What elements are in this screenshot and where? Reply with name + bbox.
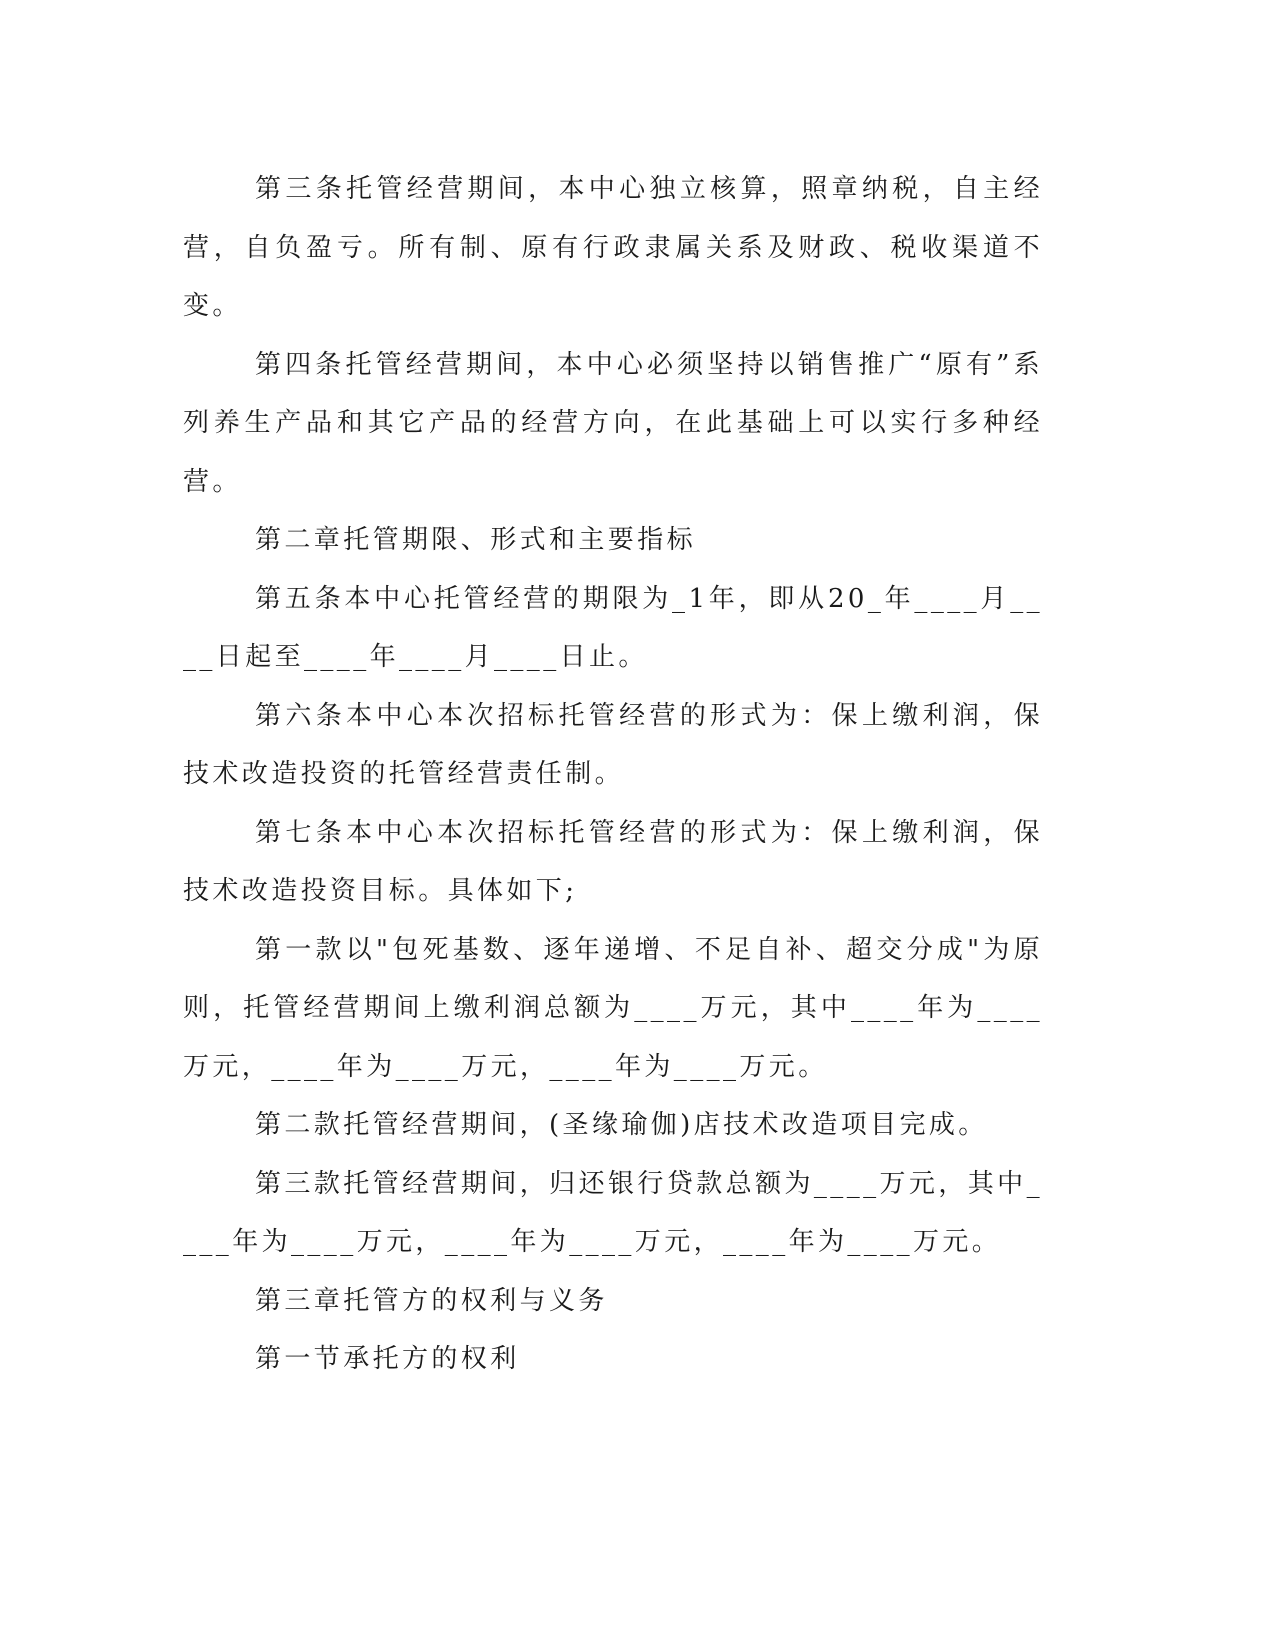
paragraph-article-6: 第六条本中心本次招标托管经营的形式为：保上缴利润，保技术改造投资的托管经营责任制。: [183, 700, 1043, 789]
paragraph-clause-1: 第一款以"包死基数、逐年递增、不足自补、超交分成"为原则，托管经营期间上缴利润总额为____万元，其中____年为____万元，____年为____万元，____年为____万元。: [183, 934, 1043, 1082]
chapter-3-heading: 第三章托管方的权利与义务: [255, 1285, 608, 1316]
document-body: [183, 160, 1043, 1389]
paragraph-article-7: 第七条本中心本次招标托管经营的形式为：保上缴利润，保技术改造投资目标。具体如下;: [183, 817, 1043, 906]
paragraph-clause-3: 第三款托管经营期间，归还银行贷款总额为____万元，其中____年为____万元，____年为____万元，____年为____万元。: [183, 1168, 1043, 1257]
chapter-2-heading: 第二章托管期限、形式和主要指标: [255, 525, 697, 555]
paragraph-article-3: 第三条托管经营期间，本中心独立核算，照章纳税，自主经营，自负盈亏。所有制、原有行政隶属关系及财政、税收渠道不变。: [183, 174, 1043, 321]
section-1-heading: 第一节承托方的权利: [255, 1344, 520, 1374]
paragraph-clause-2: 第二款托管经营期间，(圣缘瑜伽)店技术改造项目完成。: [255, 1110, 988, 1140]
paragraph-article-5: 第五条本中心托管经营的期限为_1年，即从20_年____月____日起至____年____月____日止。: [183, 583, 1043, 672]
paragraph-article-4: 第四条托管经营期间，本中心必须坚持以销售推广“原有”系列养生产品和其它产品的经营方向，在此基础上可以实行多种经营。: [183, 349, 1043, 497]
